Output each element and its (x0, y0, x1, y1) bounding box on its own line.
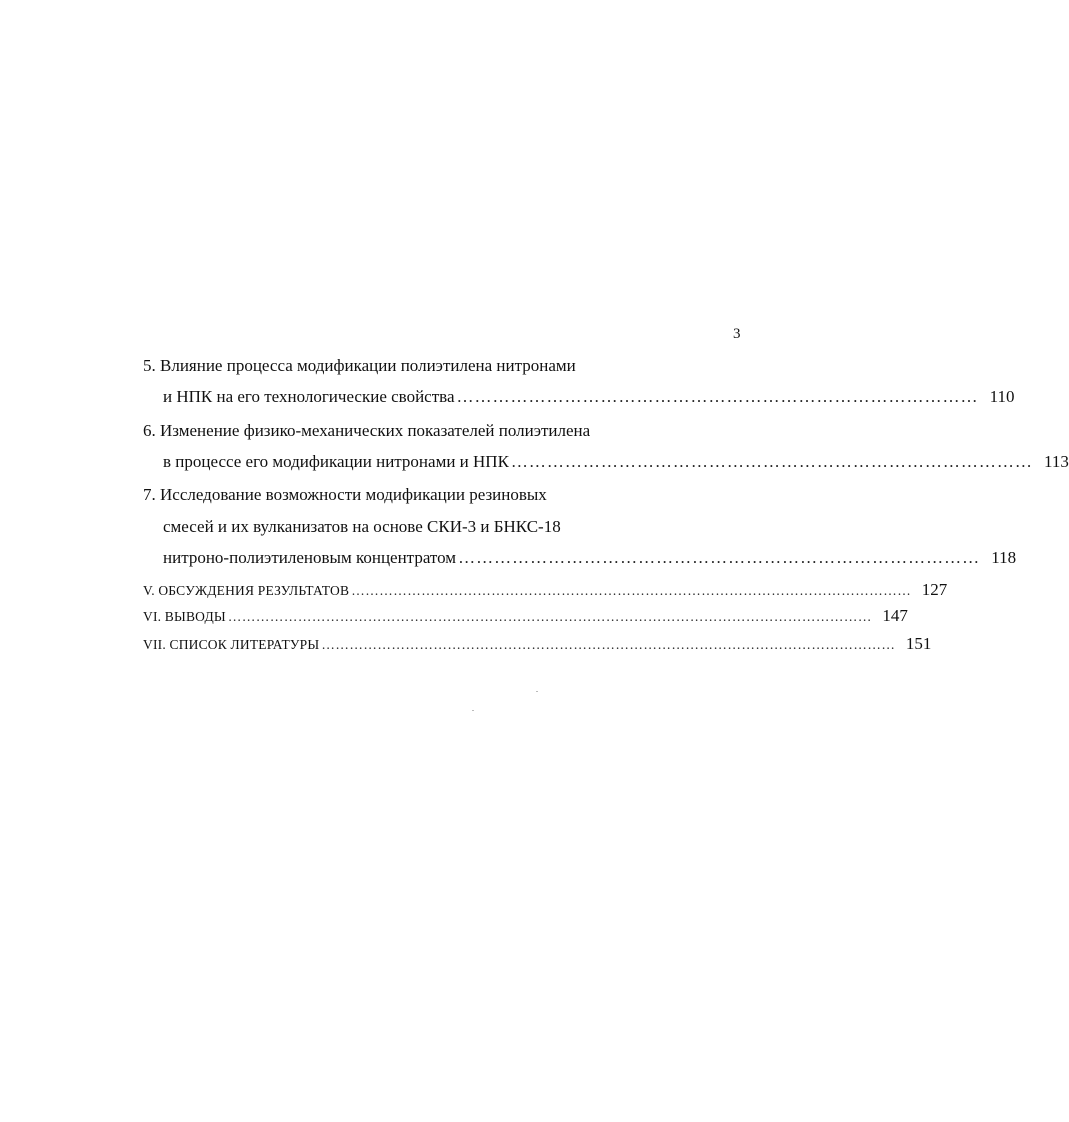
toc-item-7-line-1: 7. Исследование возможности модификации резиновых (143, 485, 547, 504)
toc-section-7-label: VII. СПИСОК ЛИТЕРАТУРЫ (143, 637, 320, 652)
toc-section-7-page: 151 (905, 634, 932, 653)
scan-speck (536, 691, 538, 692)
toc-item-6-line-2: в процессе его модификации нитронами и НПК (163, 452, 509, 471)
toc-section-7[interactable] (143, 632, 932, 656)
dot-leader: …………………………………………………………………………… (456, 387, 979, 406)
page-number: 3 (733, 326, 741, 342)
toc-item-5-line-1: 5. Влияние процесса модификации полиэтилена нитронами (143, 356, 576, 375)
toc-item-6[interactable] (163, 450, 1069, 474)
toc-section-6[interactable] (143, 604, 908, 628)
toc-section-6-page: 147 (882, 606, 908, 625)
toc-item-5-page: 110 (989, 387, 1015, 406)
toc-item-6-line-1: 6. Изменение физико-механических показателей полиэтилена (143, 421, 591, 440)
toc-item-5[interactable] (163, 385, 1015, 409)
toc-item-7-page: 118 (991, 548, 1017, 567)
toc-item-7[interactable] (163, 546, 1017, 570)
dot-leader: …………………………………………………………………………… (458, 548, 981, 567)
scan-speck (472, 710, 474, 711)
dot-leader: ………………………………………………………………………………………………………… (351, 583, 912, 598)
dot-leader: …………………………………………………………………………………………………………… (321, 637, 896, 652)
toc-section-6-label: VI. ВЫВОДЫ (143, 609, 226, 624)
toc-section-5[interactable] (143, 578, 948, 602)
toc-section-5-page: 127 (921, 580, 948, 599)
toc-item-7-line-2: смесей и их вулканизатов на основе СКИ-3 и БНКС-18 (163, 517, 561, 536)
dot-leader: ………………………………………………………………………………………………………………………… (227, 609, 872, 624)
toc-item-7-line-3: нитроно-полиэтиленовым концентратом (163, 548, 457, 567)
dot-leader: …………………………………………………………………………… (510, 452, 1033, 471)
toc-item-6-page: 113 (1044, 452, 1069, 471)
toc-section-5-label: V. ОБСУЖДЕНИЯ РЕЗУЛЬТАТОВ (143, 583, 350, 598)
toc-item-5-line-2: и НПК на его технологические свойства (163, 387, 455, 406)
